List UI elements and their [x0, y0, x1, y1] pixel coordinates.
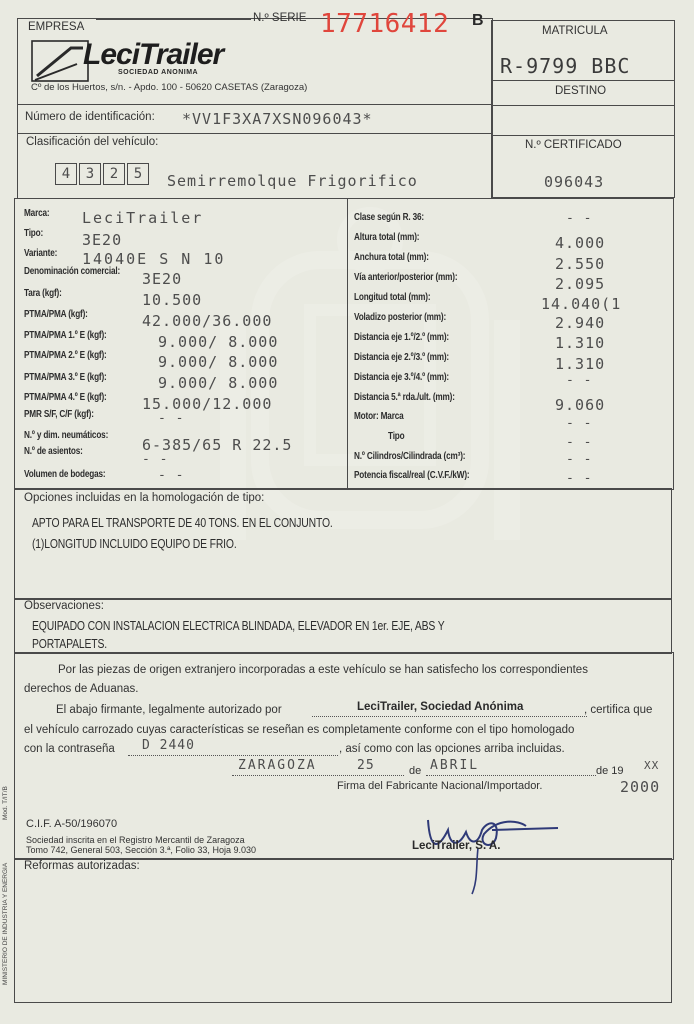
spec-value-eje-2-3: 1.310 — [555, 355, 606, 373]
spec-value-asientos: - - — [142, 452, 169, 467]
company-logo-text: LeciTrailer — [83, 38, 224, 71]
registro-line-1: Sociedad inscrita en el Registro Mercantil de Zaragoza — [26, 835, 245, 845]
spec-value-ptma-2e: 9.000/ 8.000 — [158, 353, 279, 371]
certificado-value: 096043 — [544, 173, 605, 191]
identification-label: Número de identificación: — [25, 111, 155, 123]
spec-value-altura: 4.000 — [555, 234, 606, 252]
cert-paragraph-2-post: , certifica que — [584, 704, 653, 716]
side-ministry: MINISTERIO DE INDUSTRIA Y ENERGIA — [2, 862, 9, 985]
cert-year-struck: XX — [644, 759, 660, 772]
spec-value-distancia-5: 9.060 — [555, 396, 606, 414]
empresa-label: EMPRESA — [28, 21, 85, 33]
cert-paragraph-4-post: , así como con las opciones arriba incluidas. — [339, 743, 565, 755]
spec-value-tara: 10.500 — [142, 291, 203, 309]
cert-paragraph-4-pre: con la contraseña — [24, 743, 115, 755]
signature-company: LeciTrailer, S. A. — [412, 840, 501, 852]
spec-label-clase: Clase según R. 36: — [354, 212, 424, 223]
spec-label-ptma-4e: PTMA/PMA 4.º E (kgf): — [24, 392, 107, 403]
spec-label-longitud: Longitud total (mm): — [354, 292, 431, 303]
cert-de-2: de 19 — [596, 765, 624, 777]
spec-value-neumaticos: 6-385/65 R 22.5 — [142, 436, 293, 454]
spec-value-ptma-1e: 9.000/ 8.000 — [158, 333, 279, 351]
clasificacion-digit: 4 — [55, 163, 77, 185]
observaciones-line-1: EQUIPADO CON INSTALACION ELECTRICA BLINDADA, ELEVADOR EN 1er. EJE, ABS Y — [32, 618, 445, 633]
spec-label-pmr: PMR S/F, C/F (kgf): — [24, 409, 94, 420]
serial-letter: B — [472, 12, 484, 29]
cif: C.I.F. A-50/196070 — [26, 818, 118, 830]
spec-label-tara: Tara (kgf): — [24, 288, 62, 299]
spec-label-distancia-5: Distancia 5.ª rda./ult. (mm): — [354, 392, 455, 403]
spec-value-voladizo: 2.940 — [555, 314, 606, 332]
cert-day: 25 — [357, 758, 375, 773]
firma-label: Firma del Fabricante Nacional/Importador. — [337, 780, 543, 792]
identification-value: *VV1F3XA7XSN096043* — [182, 110, 373, 128]
side-mod-code: Mod. T/IT/B — [2, 786, 9, 820]
spec-label-asientos: N.º de asientos: — [24, 446, 83, 457]
spec-value-potencia: - - — [566, 471, 593, 486]
spec-label-eje-3-4: Distancia eje 3.º/4.º (mm): — [354, 372, 449, 383]
spec-value-marca: LeciTrailer — [82, 209, 204, 227]
spec-label-via: Vía anterior/posterior (mm): — [354, 272, 458, 283]
spec-value-ptma: 42.000/36.000 — [142, 312, 273, 330]
spec-value-pmr: - - — [158, 411, 185, 426]
cert-de-1: de — [409, 765, 422, 777]
matricula-value: R-9799 BBC — [500, 54, 631, 78]
spec-label-motor-marca: Motor: Marca — [354, 411, 404, 422]
opciones-line-2: (1)LONGITUD INCLUIDO EQUIPO DE FRIO. — [32, 536, 237, 551]
cert-city: ZARAGOZA — [238, 758, 317, 773]
spec-value-anchura: 2.550 — [555, 255, 606, 273]
spec-value-ptma-3e: 9.000/ 8.000 — [158, 374, 279, 392]
clasificacion-digit: 5 — [127, 163, 149, 185]
spec-value-tipo: 3E20 — [82, 231, 123, 249]
opciones-label: Opciones incluidas en la homologación de tipo: — [24, 492, 265, 504]
cert-company-name: LeciTrailer, Sociedad Anónima — [357, 701, 524, 713]
spec-label-motor-tipo: Tipo — [388, 431, 405, 442]
clasificacion-digit: 3 — [79, 163, 101, 185]
spec-label-ptma-3e: PTMA/PMA 3.º E (kgf): — [24, 372, 107, 383]
cert-year: 2000 — [620, 778, 661, 796]
spec-value-bodegas: - - — [158, 468, 185, 483]
spec-label-eje-2-3: Distancia eje 2.º/3.º (mm): — [354, 352, 449, 363]
cert-month: ABRIL — [430, 758, 480, 773]
spec-value-longitud: 14.040(1 — [541, 295, 622, 313]
spec-value-motor-tipo: - - — [566, 435, 593, 450]
lecitrailer-logo-icon — [31, 40, 91, 84]
registro-line-2: Tomo 742, General 503, Sección 3.ª, Folio 33, Hoja 9.030 — [26, 845, 256, 855]
spec-label-ptma-1e: PTMA/PMA 1.º E (kgf): — [24, 330, 107, 341]
spec-label-altura: Altura total (mm): — [354, 232, 420, 243]
observaciones-line-2: PORTAPALETS. — [32, 636, 107, 651]
spec-label-variante: Variante: — [24, 248, 58, 259]
cert-paragraph-3: el vehículo carrozado cuyas características se reseñan es completamente conforme con el tipo homologado — [24, 724, 575, 736]
spec-label-ptma-2e: PTMA/PMA 2.º E (kgf): — [24, 350, 107, 361]
spec-label-cilindros: N.º Cilindros/Cilindrada (cm³): — [354, 451, 466, 462]
spec-label-tipo: Tipo: — [24, 228, 44, 239]
spec-value-motor-marca: - - — [566, 416, 593, 431]
spec-label-ptma: PTMA/PMA (kgf): — [24, 309, 88, 320]
company-address: Cº de los Huertos, s/n. - Apdo. 100 - 50620 CASETAS (Zaragoza) — [31, 82, 308, 93]
spec-label-voladizo: Voladizo posterior (mm): — [354, 312, 447, 323]
spec-label-eje-1-2: Distancia eje 1.º/2.º (mm): — [354, 332, 449, 343]
cert-paragraph-1a: Por las piezas de origen extranjero incorporadas a este vehículo se han satisfecho los correspondientes — [58, 664, 588, 676]
spec-label-anchura: Anchura total (mm): — [354, 252, 429, 263]
spec-label-neumaticos: N.º y dim. neumáticos: — [24, 430, 109, 441]
company-subtitle: SOCIEDAD ANONIMA — [118, 69, 199, 76]
spec-value-variante: 14040E S N 10 — [82, 250, 226, 268]
clasificacion-text: Semirremolque Frigorifico — [167, 172, 418, 190]
cert-paragraph-2-pre: El abajo firmante, legalmente autorizado por — [56, 704, 282, 716]
spec-value-cilindros: - - — [566, 452, 593, 467]
destino-label: DESTINO — [555, 85, 607, 97]
spec-value-via: 2.095 — [555, 275, 606, 293]
clasificacion-digit: 2 — [103, 163, 125, 185]
spec-label-bodegas: Volumen de bodegas: — [24, 469, 106, 480]
contrasena-value: D 2440 — [142, 738, 195, 753]
spec-label-denominacion: Denominación comercial: — [24, 266, 121, 277]
matricula-label: MATRICULA — [542, 25, 608, 37]
serie-label: N.º SERIE — [253, 12, 307, 24]
serial-number: 17716412 — [320, 9, 450, 39]
reformas-label: Reformas autorizadas: — [24, 860, 140, 872]
certificado-label: N.º CERTIFICADO — [525, 139, 622, 151]
spec-value-eje-1-2: 1.310 — [555, 334, 606, 352]
clasificacion-label: Clasificación del vehículo: — [26, 136, 159, 148]
observaciones-label: Observaciones: — [24, 600, 104, 612]
spec-label-potencia: Potencia fiscal/real (C.V.F./kW): — [354, 470, 470, 481]
spec-value-clase: - - — [566, 211, 593, 226]
spec-label-marca: Marca: — [24, 208, 50, 219]
spec-value-eje-3-4: - - — [566, 373, 593, 388]
cert-paragraph-1b: derechos de Aduanas. — [24, 683, 139, 695]
spec-value-ptma-4e: 15.000/12.000 — [142, 395, 273, 413]
spec-value-denominacion: 3E20 — [142, 270, 183, 288]
opciones-line-1: APTO PARA EL TRANSPORTE DE 40 TONS. EN EL CONJUNTO. — [32, 515, 333, 530]
